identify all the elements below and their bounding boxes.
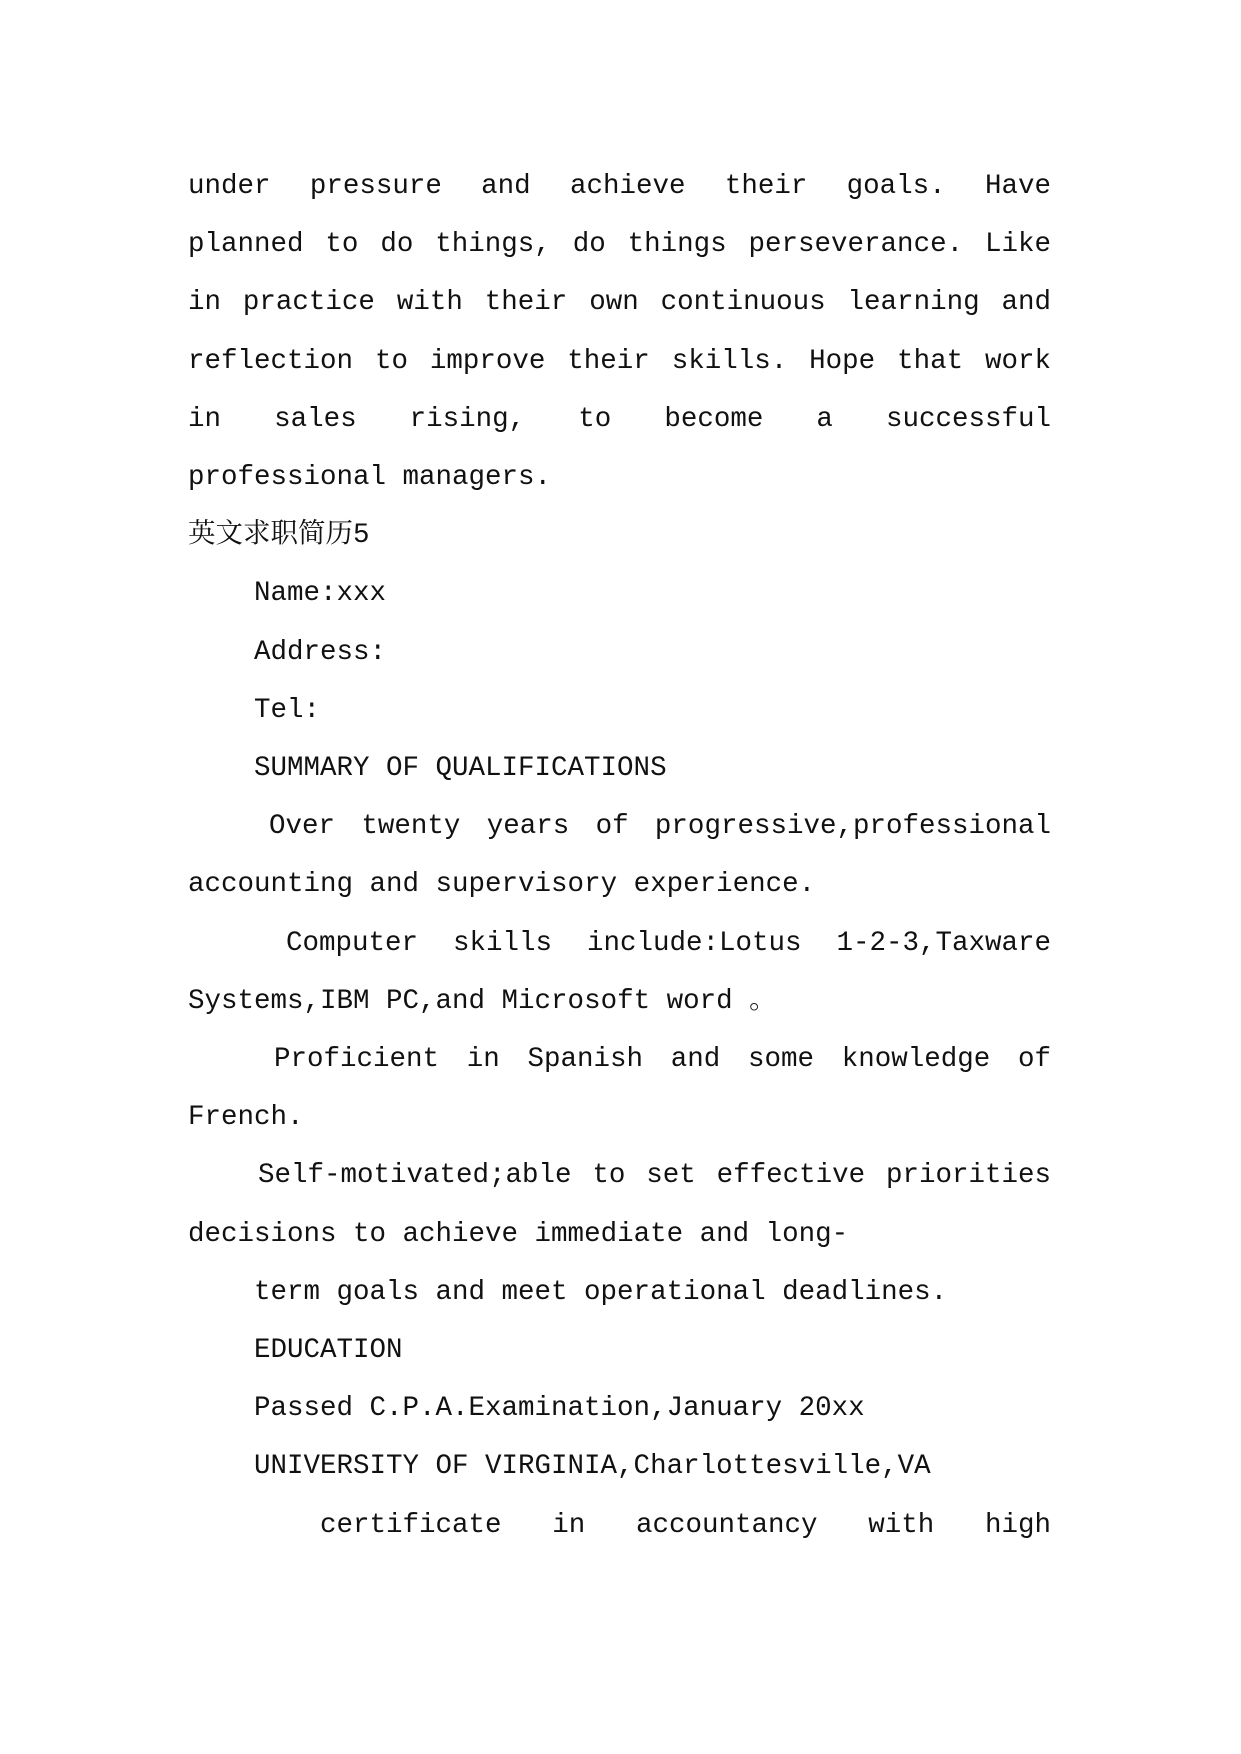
paragraph-line: in sales rising, to become a successful — [188, 404, 1051, 435]
education-line: UNIVERSITY OF VIRGINIA,Charlottesville,VA — [254, 1451, 931, 1482]
section-title: 英文求职简历5 — [188, 520, 370, 551]
education-line: Passed C.P.A.Examination,January 20xx — [254, 1393, 865, 1424]
resume-tel-field: Tel: — [254, 695, 321, 726]
paragraph-line: in practice with their own continuous learning and — [188, 287, 1051, 318]
resume-name-field: Name:xxx — [254, 578, 387, 609]
summary-line: accounting and supervisory experience. — [188, 869, 816, 900]
summary-line: decisions to achieve immediate and long- — [188, 1219, 849, 1250]
paragraph-line: planned to do things, do things perseverance. Like — [188, 229, 1051, 260]
paragraph-line: under pressure and achieve their goals. Have — [188, 171, 1051, 202]
education-line: certificate in accountancy with high — [320, 1510, 1051, 1541]
summary-line: French. — [188, 1102, 304, 1133]
summary-heading: SUMMARY OF QUALIFICATIONS — [254, 753, 667, 784]
summary-line: term goals and meet operational deadlines. — [254, 1277, 948, 1308]
paragraph-line: reflection to improve their skills. Hope that work — [188, 346, 1051, 377]
education-heading: EDUCATION — [254, 1335, 403, 1366]
summary-line: Systems,IBM PC,and Microsoft word 。 — [188, 986, 777, 1017]
summary-line: Computer skills include:Lotus 1-2-3,Taxware — [286, 928, 1051, 959]
paragraph-line: professional managers. — [188, 462, 552, 493]
summary-line: Over twenty years of progressive,professional — [269, 811, 1051, 842]
resume-address-field: Address: — [254, 637, 387, 668]
summary-line: Self-motivated;able to set effective priorities — [258, 1160, 1051, 1191]
summary-line: Proficient in Spanish and some knowledge of — [274, 1044, 1051, 1075]
